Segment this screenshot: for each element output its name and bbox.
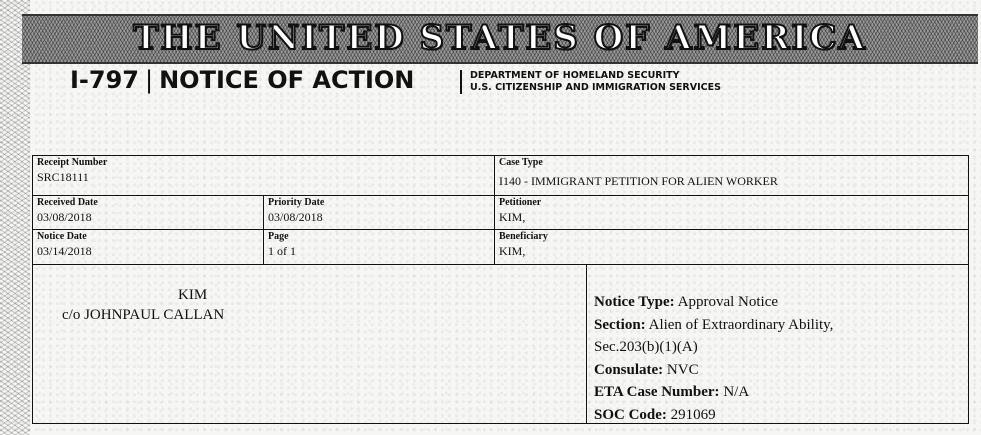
notice-type-line bbox=[594, 291, 964, 314]
soc-code-line bbox=[594, 404, 964, 427]
section-value-1: Alien of Extraordinary Ability, bbox=[648, 316, 834, 333]
soc-code-value: 291069 bbox=[670, 406, 716, 423]
banner bbox=[22, 14, 978, 64]
notice-details bbox=[594, 291, 964, 426]
priority-date-label: Priority Date bbox=[268, 197, 325, 208]
eta-case-value: N/A bbox=[723, 384, 750, 400]
notice-date-label: Notice Date bbox=[37, 231, 87, 242]
notice-type-value: Approval Notice bbox=[677, 294, 779, 310]
section-line-2 bbox=[594, 336, 964, 359]
consulate-line bbox=[594, 359, 964, 382]
case-type-cell bbox=[494, 155, 969, 196]
section-label: Section: bbox=[594, 316, 646, 333]
notice-date-cell bbox=[32, 229, 264, 265]
eta-case-line bbox=[594, 381, 964, 404]
receipt-number-value: SRC18111 bbox=[37, 170, 89, 184]
petitioner-value: KIM, bbox=[499, 210, 526, 224]
page-label: Page bbox=[268, 231, 289, 242]
priority-date-cell bbox=[263, 195, 495, 230]
received-date-label: Received Date bbox=[37, 197, 98, 208]
consulate-label: Consulate: bbox=[594, 361, 664, 378]
page-value: 1 of 1 bbox=[268, 244, 296, 258]
case-type-value: I140 - IMMIGRANT PETITION FOR ALIEN WORKER bbox=[499, 174, 778, 188]
form-title: NOTICE OF ACTION bbox=[159, 66, 415, 94]
section-value-2: Sec.203(b)(1)(A) bbox=[594, 339, 698, 355]
petitioner-cell bbox=[494, 195, 969, 230]
eta-case-label: ETA Case Number: bbox=[594, 384, 720, 400]
received-date-value: 03/08/2018 bbox=[37, 210, 92, 224]
page-cell bbox=[263, 229, 495, 265]
beneficiary-value: KIM, bbox=[499, 244, 526, 258]
consulate-value: NVC bbox=[666, 361, 699, 378]
soc-code-label: SOC Code: bbox=[594, 406, 667, 423]
department-name bbox=[460, 70, 721, 94]
notice-date-value: 03/14/2018 bbox=[37, 244, 92, 258]
beneficiary-label: Beneficiary bbox=[499, 231, 548, 242]
receipt-number-label: Receipt Number bbox=[37, 157, 108, 168]
heading-separator: | bbox=[145, 66, 154, 94]
address-box bbox=[32, 264, 587, 424]
form-heading bbox=[70, 66, 414, 94]
case-type-label: Case Type bbox=[499, 157, 543, 168]
petitioner-label: Petitioner bbox=[499, 197, 542, 208]
notice-type-label: Notice Type: bbox=[594, 294, 675, 310]
security-border bbox=[0, 0, 30, 435]
department-line-2: U.S. CITIZENSHIP AND IMMIGRATION SERVICES bbox=[470, 82, 721, 93]
beneficiary-cell bbox=[494, 229, 969, 265]
banner-title: THE UNITED STATES OF AMERICA bbox=[133, 18, 867, 58]
priority-date-value: 03/08/2018 bbox=[268, 210, 323, 224]
department-line-1: DEPARTMENT OF HOMELAND SECURITY bbox=[470, 70, 680, 81]
receipt-number-cell bbox=[32, 155, 495, 196]
form-number: I-797 bbox=[70, 66, 139, 94]
section-line bbox=[594, 314, 964, 337]
addressee-name: KIM bbox=[178, 287, 208, 303]
addressee-care-of: c/o JOHNPAUL CALLAN bbox=[62, 307, 225, 323]
received-date-cell bbox=[32, 195, 264, 230]
